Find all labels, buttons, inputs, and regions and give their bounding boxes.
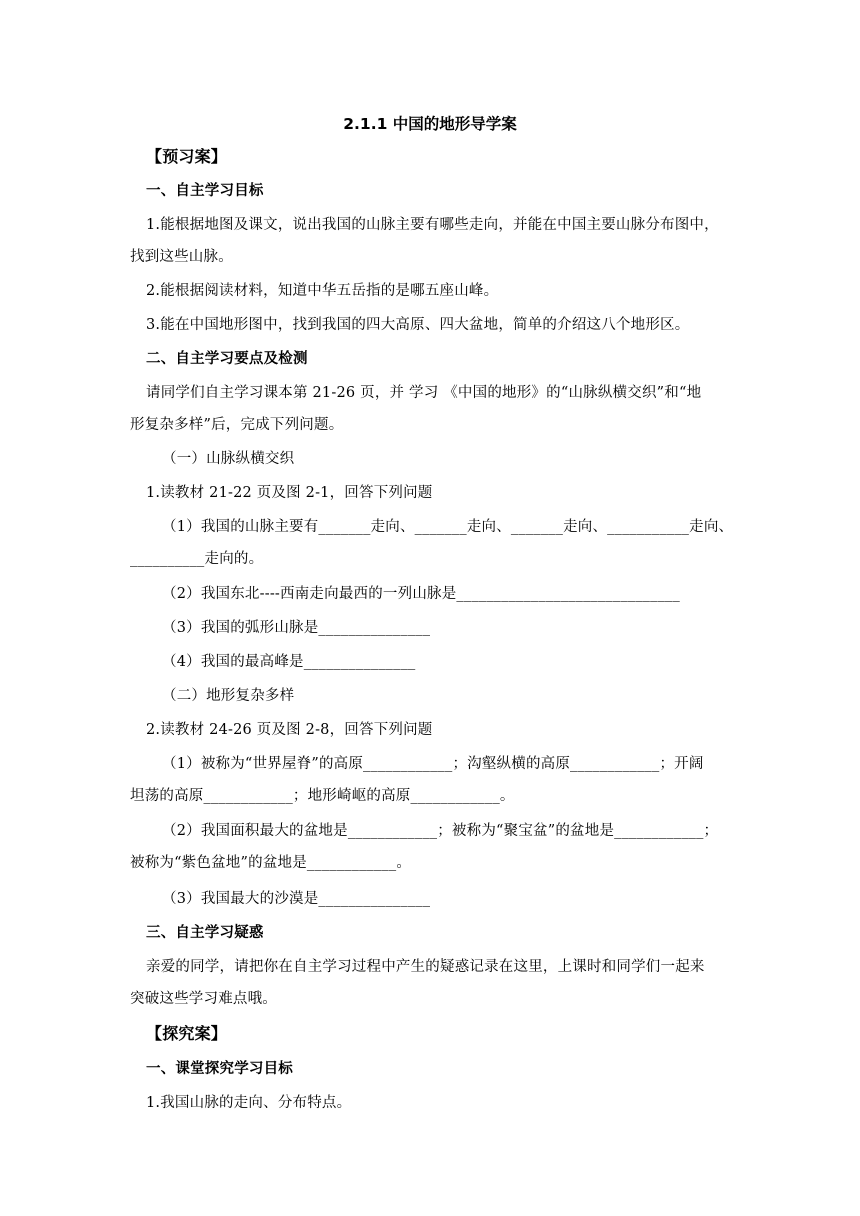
question-1-2: （2）我国东北----西南走向最西的一列山脉是______________________________ [162,586,680,602]
explore-goals-heading: 一、课堂探究学习目标 [146,1061,293,1077]
document-title: 2.1.1 中国的地形导学案 [343,115,517,133]
question-2-3: （3）我国最大的沙漠是_______________ [162,891,431,907]
goal-2: 2.能根据阅读材料，知道中华五岳指的是哪五座山峰。 [146,283,499,299]
points-heading: 二、自主学习要点及检测 [146,351,308,367]
subsection-terrain: （二）地形复杂多样 [162,688,295,704]
question-1: 1.读教材 21-22 页及图 2-1，回答下列问题 [146,485,433,501]
doubts-heading: 三、自主学习疑惑 [146,925,264,941]
question-1-1-line-2: __________走向的。 [130,551,264,567]
intro-line-1: 请同学们自主学习课本第 21-26 页，并 学习 《中国的地形》的“山脉纵横交织”和“地 [146,385,702,401]
explore-section-header: 【探究案】 [146,1024,228,1043]
doubts-line-2: 突破这些学习难点哦。 [130,991,277,1007]
question-2-1-line-1: （1）被称为“世界屋脊”的高原____________；沟壑纵横的高原____________；开阔 [162,756,704,772]
question-1-4: （4）我国的最高峰是_______________ [162,654,416,670]
subsection-mountains: （一）山脉纵横交织 [162,451,295,467]
question-2-2-line-2: 被称为“紫色盆地”的盆地是____________。 [130,855,412,871]
question-2: 2.读教材 24-26 页及图 2-8，回答下列问题 [146,722,433,738]
intro-line-2: 形复杂多样”后，完成下列问题。 [130,417,344,433]
goal-3: 3.能在中国地形图中，找到我国的四大高原、四大盆地，简单的介绍这八个地形区。 [146,317,690,333]
question-1-1-line-1: （1）我国的山脉主要有_______走向、_______走向、_______走向、___________走向、 [162,519,734,535]
question-2-2-line-1: （2）我国面积最大的盆地是____________；被称为“聚宝盆”的盆地是____________； [162,823,719,839]
doubts-line-1: 亲爱的同学，请把你在自主学习过程中产生的疑惑记录在这里，上课时和同学们一起来 [146,959,705,975]
goal-1-line-2: 找到这些山脉。 [130,249,233,265]
question-1-3: （3）我国的弧形山脉是_______________ [162,620,431,636]
preview-section-header: 【预习案】 [146,147,228,166]
explore-goal-1: 1.我国山脉的走向、分布特点。 [146,1095,352,1111]
question-2-1-line-2: 坦荡的高原____________；地形崎岖的高原____________。 [130,788,515,804]
goal-1-line-1: 1.能根据地图及课文，说出我国的山脉主要有哪些走向，并能在中国主要山脉分布图中， [146,217,719,233]
goals-heading: 一、自主学习目标 [146,183,264,199]
